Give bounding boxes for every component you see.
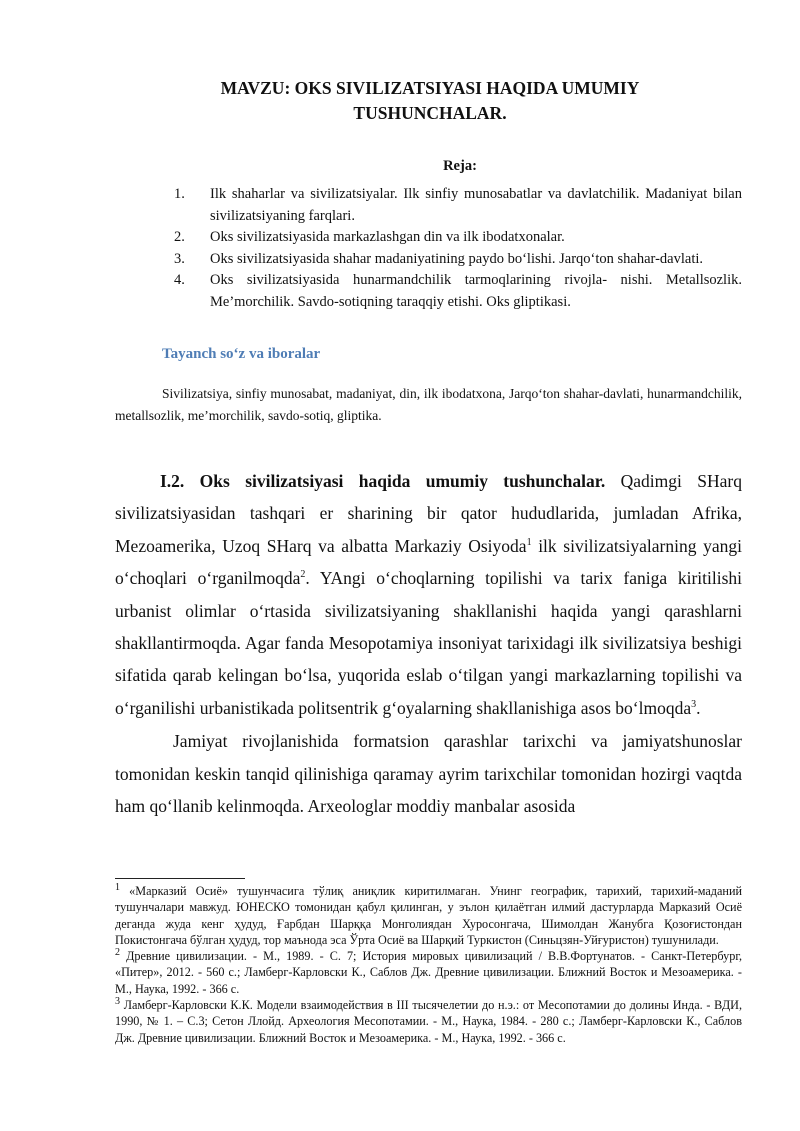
plan-item-text: Oks sivilizatsiyasida shahar madaniyatining paydo bo‘lishi. Jarqo‘ton shahar-davlati. <box>210 250 703 267</box>
plan-item-text: Oks sivilizatsiyasida markazlashgan din va ilk ibodatxonalar. <box>210 229 565 245</box>
main-text <box>115 465 742 822</box>
plan-item-text: Ilk shaharlar va sivilizatsiyalar. Ilk sinfiy munosabatlar va davlatchilik. Madaniyat bilan sivilizatsiyaning farqlari. <box>210 186 742 224</box>
footnote-mark: 2 <box>115 947 120 959</box>
plan-item <box>168 249 742 271</box>
body-paragraph-2: Jamiyat rivojlanishida formatsion qarashlar tarixchi va jamiyatshunoslar tomonidan keskin tanqid qilinishiga qaramay ayrim tarixchilar tomonidan hozirgi vaqtda ham qo‘llanib kelinmoqda. Arxeologlar moddiy manbalar asosida <box>115 731 742 817</box>
paragraph-text: . YAngi o‘choqlarning topilishi va tarix faniga kiritilishi urbanist olimlar o‘rtasida sivilizatsiyaning shakllanishi haqida yangi qarashlarni shakllantirmoqda. Agar fanda Mesopotamiya insoniyat tarixidagi ilk sivilizatsiya beshigi sifatida qarab kelingan bo‘lsa, yuqorida eslab o‘tilgan yangi markazlarning topilishi va o‘rganilishi urbanistikada politsentrik g‘oyalarning shakllanishiga asos bo‘lmoqda <box>115 568 742 718</box>
footnote-3 <box>115 997 742 1046</box>
paragraph-text: Qadimgi SHarq sivilizatsiyasidan tashqari er sharining bir qator hududlarida, jumladan Afrika, Mezoamerika, Uzoq SHarq va albatta Markaziy Osiyoda <box>115 471 742 556</box>
footnote-ref-2[interactable]: 2 <box>300 569 306 581</box>
title-line-1: MAVZU: OKS SIVILIZATSIYASI HAQIDA UMUMIY <box>220 78 640 98</box>
plan-item-number: 3. <box>174 250 185 267</box>
plan-item-number: 1. <box>174 186 185 202</box>
plan-item-number: 2. <box>174 229 185 245</box>
plan-item-text: Oks sivilizatsiyasida hunarmandchilik tarmoqlarining rivojla- nishi. Metallsozlik. Me’morchilik. Savdo-sotiqning taraqqiy etishi. Oks gliptikasi. <box>210 272 742 310</box>
footnote-ref-1[interactable]: 1 <box>526 536 532 548</box>
footnote-text: Древние цивилизации. - М., 1989. - С. 7; История мировых цивилизаций / В.В.Фортунатов. - Санкт-Петербург, «Питер», 2012. - 560 с.; Ламберг-Карловски К., Саблов Дж. Древние цивилизации. Ближний Восток и Мезоамерика. - М., Наука, 1992. - 366 с. <box>115 949 742 996</box>
plan-item <box>168 227 742 249</box>
footnote-mark: 3 <box>115 996 120 1008</box>
plan-list <box>168 184 742 313</box>
section-heading: I.2. Oks sivilizatsiyasi haqida umumiy tushunchalar. <box>160 471 606 491</box>
title-line-2: TUSHUNCHALAR. <box>353 103 507 123</box>
footnote-1 <box>115 883 742 948</box>
plan-item-number: 4. <box>174 272 185 288</box>
footnote-text: «Марказий Осиё» тушунчасига тўлиқ аниқлик киритилмаган. Унинг географик, тарихий, тарихий-маданий тушунчалари мавжуд. ЮНЕСКО томонидан қабул қилинган, у эълон қилаётган илмий дастурларда Марказий Осиё деганда жуда кенг ҳудуд, Ғарбдан Шарққа Монголиядан Хуросонгача, Шимолдан Жанубга Қозоғистондан Покистонгача бўлган ҳудуд, тор маънода эса Ўрта Осиё ва Шарқий Туркистон (Синьцзян-Уйғуристон) тушунилади. <box>115 884 742 947</box>
footnote-text: Ламберг-Карловски К.К. Модели взаимодействия в III тысячелетии до н.э.: от Месопотамии до долины Инда. - ВДИ, 1990, № 1. – С.3; Сетон Ллойд. Археология Месопотамии. - М., Наука, 1984. - 280 с.; Ламберг-Карловски К., Саблов Дж. Древние цивилизации. Ближний Восток и Мезоамерика. - М., Наука, 1992. - 366 с. <box>115 998 742 1045</box>
footnote-mark: 1 <box>115 881 120 893</box>
keywords-text: Sivilizatsiya, sinfiy munosabat, madaniyat, din, ilk ibodatxona, Jarqo‘ton shahar-davlati, hunarmandchilik, metallsozlik, me’morchilik, savdo-sotiq, gliptika. <box>115 386 742 423</box>
footnotes <box>115 883 742 1046</box>
footnote-ref-3[interactable]: 3 <box>691 699 697 711</box>
body-paragraph-1 <box>115 465 742 724</box>
keywords-heading: Tayanch so‘z va iboralar <box>162 346 321 362</box>
page-title <box>120 76 740 126</box>
plan-item <box>168 184 742 227</box>
plan-heading: Reja: <box>443 158 477 174</box>
paragraph-text: . <box>696 697 701 718</box>
footnote-2 <box>115 948 742 997</box>
paragraph-text: ilk sivilizatsiyalarning yangi o‘choqlari o‘rganilmoqda <box>115 535 742 589</box>
footnote-separator <box>115 878 245 879</box>
plan-item <box>168 270 742 313</box>
